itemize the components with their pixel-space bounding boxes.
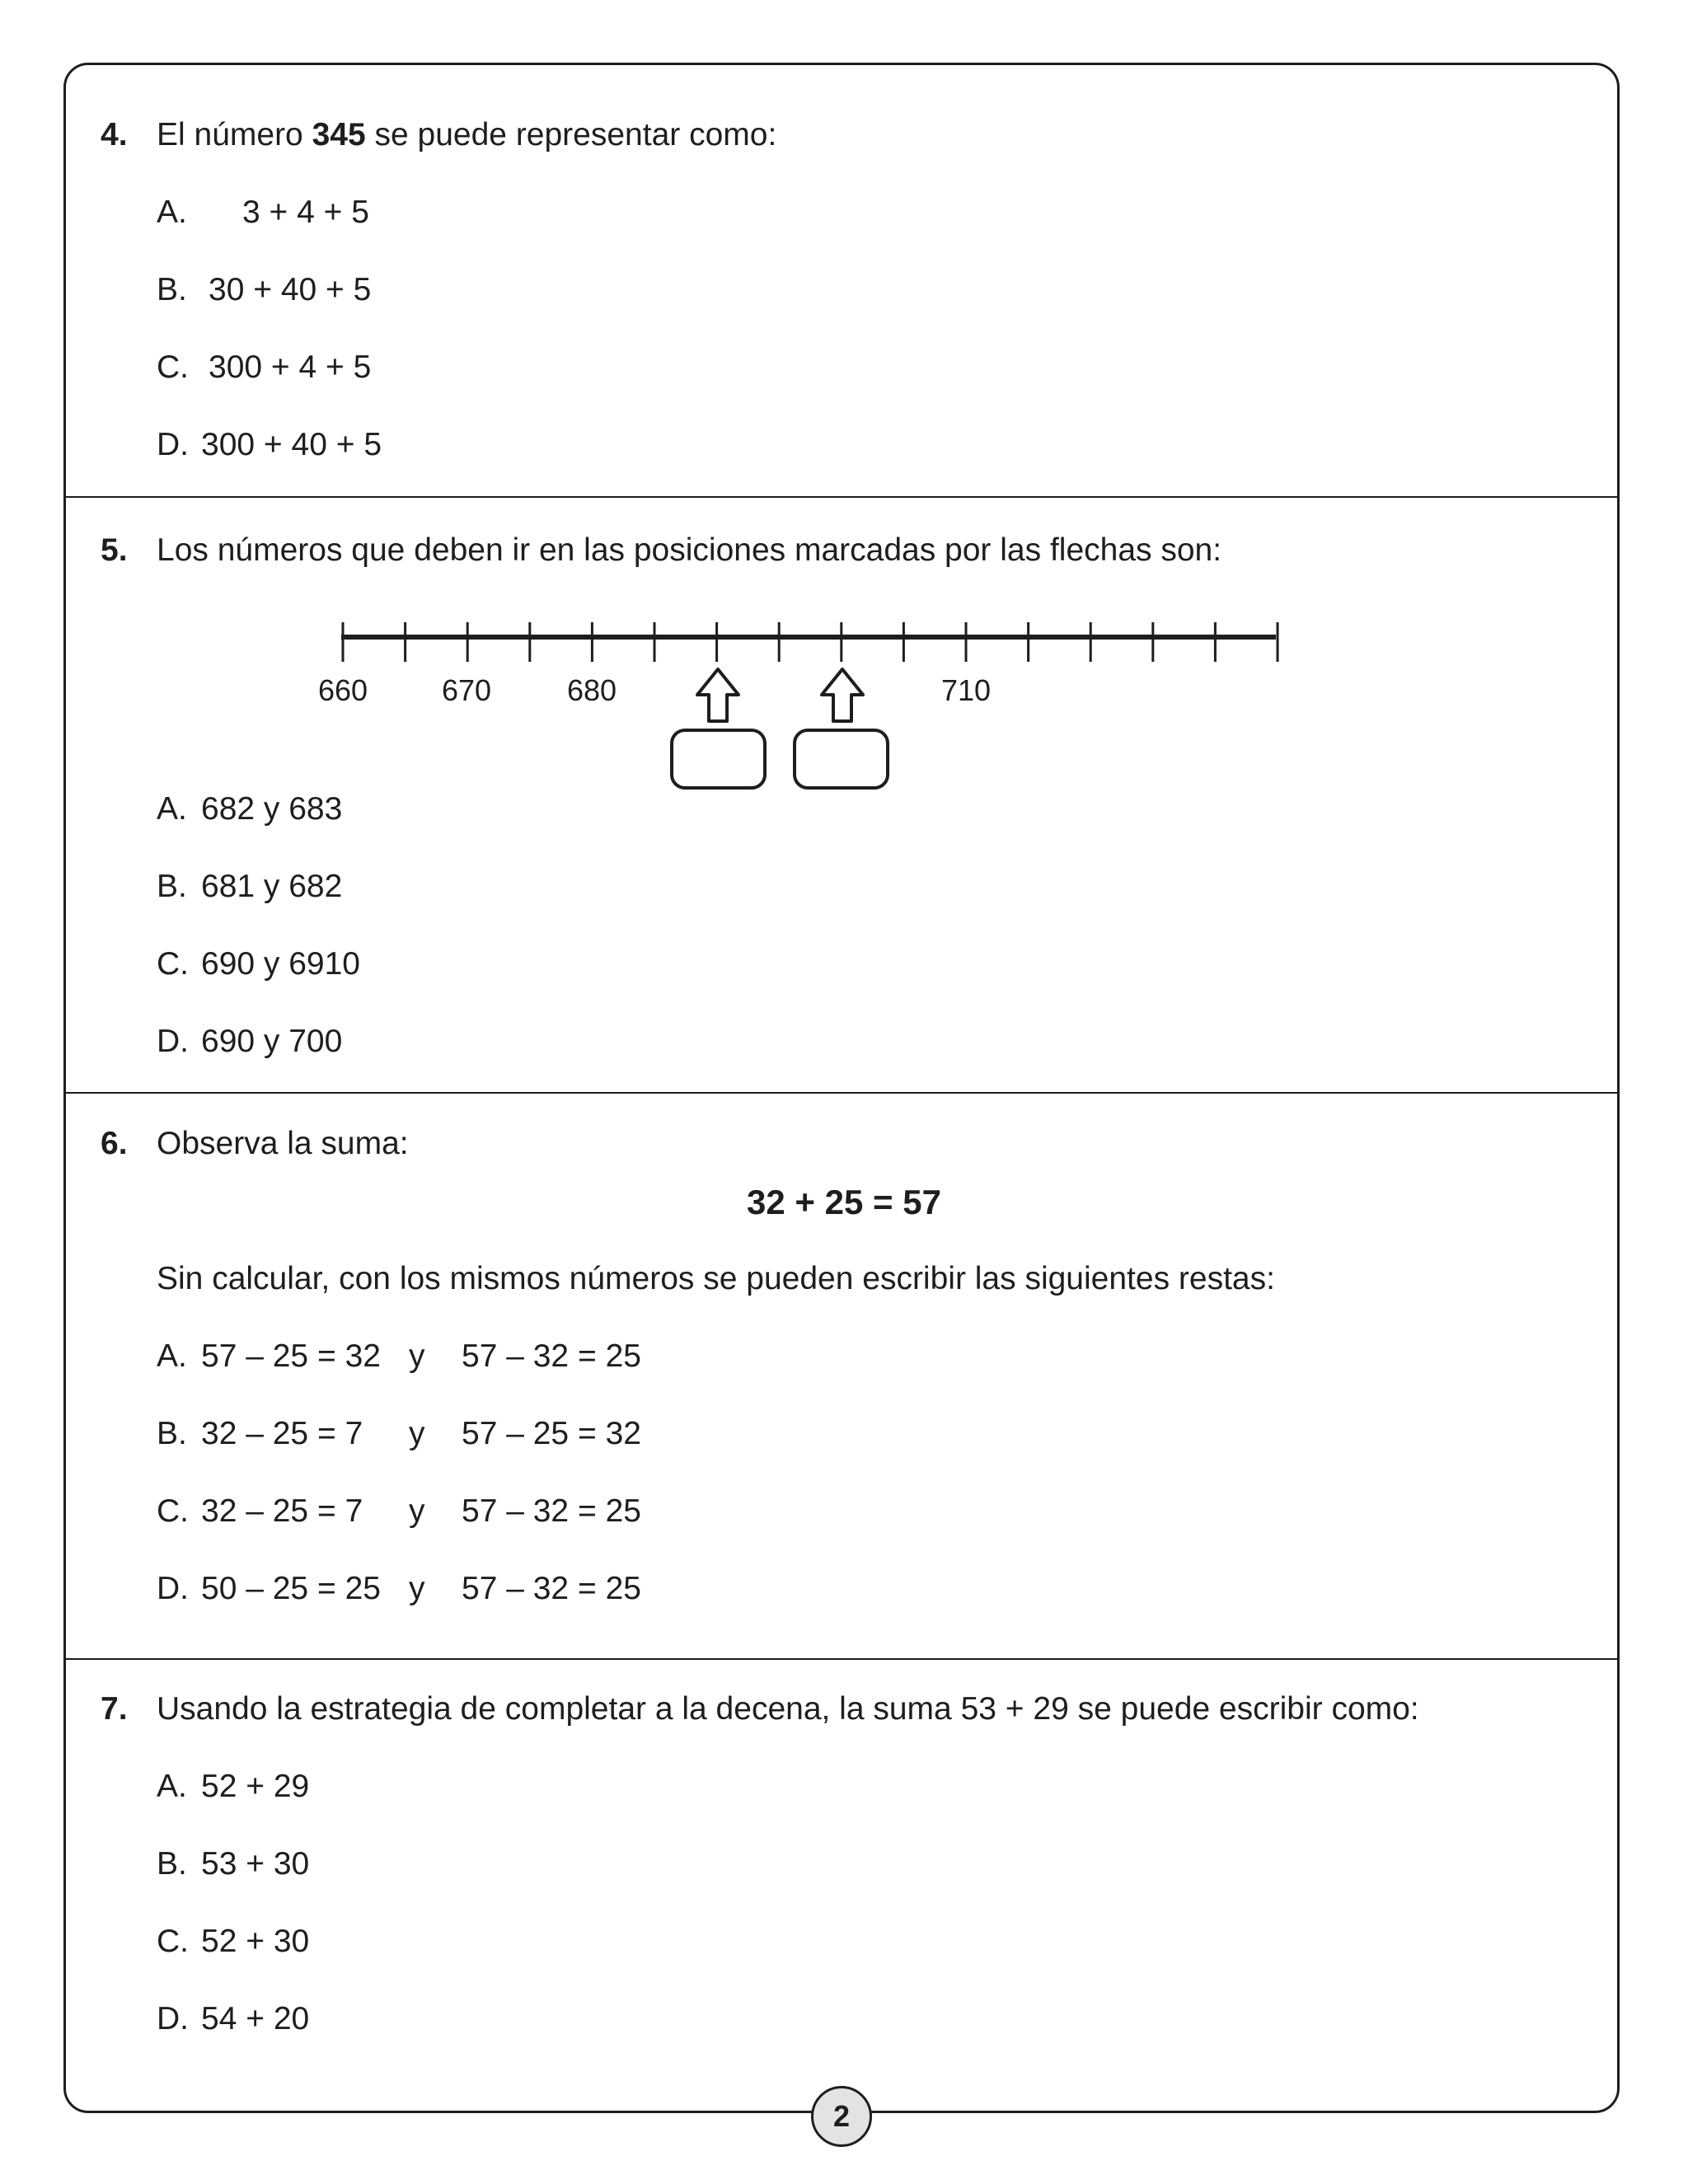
question-stem: Los números que deben ir en las posiciones marcadas por las flechas son: (157, 532, 1222, 568)
option-b[interactable] (157, 1848, 309, 1880)
option-letter: C. (157, 946, 189, 982)
option-right-equation: 57 – 25 = 32 (462, 1416, 641, 1451)
option-text: 682 y 683 (201, 791, 343, 827)
option-letter: C. (157, 1493, 189, 1529)
option-text: 53 + 30 (201, 1846, 310, 1882)
option-letter: A. (157, 791, 187, 827)
option-a[interactable] (157, 1770, 309, 1802)
option-text: 300 + 40 + 5 (201, 427, 382, 462)
option-joiner: y (409, 1571, 425, 1606)
number-line (318, 622, 1278, 707)
option-letter: A. (157, 1338, 187, 1374)
question-number: 4. (101, 117, 128, 152)
option-joiner: y (409, 1338, 425, 1374)
option-text: 690 y 700 (201, 1024, 343, 1059)
option-letter: B. (157, 869, 187, 904)
answer-box[interactable] (672, 730, 765, 788)
option-letter: D. (157, 1024, 189, 1059)
option-joiner: y (409, 1493, 425, 1529)
option-d[interactable] (157, 1025, 342, 1057)
answer-box[interactable] (795, 730, 888, 788)
option-c[interactable] (157, 1925, 309, 1957)
option-text: 300 + 4 + 5 (209, 349, 372, 385)
option-letter: B. (157, 1416, 187, 1451)
section-divider (63, 1658, 1620, 1660)
question-number: 6. (101, 1126, 128, 1161)
option-right-equation: 57 – 32 = 25 (462, 1493, 641, 1529)
option-left-equation: 57 – 25 = 32 (201, 1338, 381, 1374)
stem-text: se puede representar como: (365, 117, 777, 152)
number-line-figure (0, 0, 1688, 827)
option-letter: A. (157, 194, 187, 230)
stem-bold-number: 345 (312, 117, 366, 152)
option-a[interactable] (157, 793, 342, 825)
stem-text: El número (157, 117, 312, 152)
question-number: 7. (101, 1691, 128, 1727)
option-left-equation: 32 – 25 = 7 (201, 1416, 363, 1451)
sum-equation: 32 + 25 = 57 (747, 1183, 941, 1221)
question-prompt: Sin calcular, con los mismos números se pueden escribir las siguientes restas: (157, 1261, 1275, 1296)
option-letter: B. (157, 1846, 187, 1882)
option-d[interactable] (157, 2003, 309, 2035)
number-line-ticks (343, 622, 1278, 662)
option-text: 690 y 6910 (201, 946, 361, 982)
option-letter: C. (157, 349, 189, 385)
tick-label-680: 680 (566, 673, 617, 707)
tick-label-660: 660 (317, 673, 368, 707)
option-letter: D. (157, 427, 189, 462)
option-left-equation: 32 – 25 = 7 (201, 1493, 363, 1529)
option-letter: A. (157, 1769, 187, 1804)
page-number: 2 (811, 2086, 872, 2147)
up-arrow-icon (822, 669, 863, 721)
tick-label-710: 710 (940, 673, 992, 707)
option-letter: B. (157, 272, 187, 307)
option-text: 52 + 30 (201, 1924, 310, 1959)
option-text: 3 + 4 + 5 (242, 194, 369, 230)
section-divider (63, 1092, 1620, 1094)
option-b[interactable] (157, 870, 342, 902)
question-number: 5. (101, 532, 128, 568)
option-right-equation: 57 – 32 = 25 (462, 1571, 641, 1606)
option-text: 52 + 29 (201, 1769, 310, 1804)
option-joiner: y (409, 1416, 425, 1451)
question-stem: Usando la estrategia de completar a la decena, la suma 53 + 29 se puede escribir como: (157, 1691, 1419, 1727)
tick-label-670: 670 (441, 673, 492, 707)
option-letter: D. (157, 2001, 189, 2036)
option-c[interactable] (157, 948, 360, 980)
question-stem: Observa la suma: (157, 1126, 409, 1161)
option-letter: C. (157, 1924, 189, 1959)
option-text: 681 y 682 (201, 869, 343, 904)
option-text: 54 + 20 (201, 2001, 310, 2036)
option-letter: D. (157, 1571, 189, 1606)
option-text: 30 + 40 + 5 (209, 272, 372, 307)
option-left-equation: 50 – 25 = 25 (201, 1571, 381, 1606)
up-arrow-icon (697, 669, 738, 721)
option-right-equation: 57 – 32 = 25 (462, 1338, 641, 1374)
